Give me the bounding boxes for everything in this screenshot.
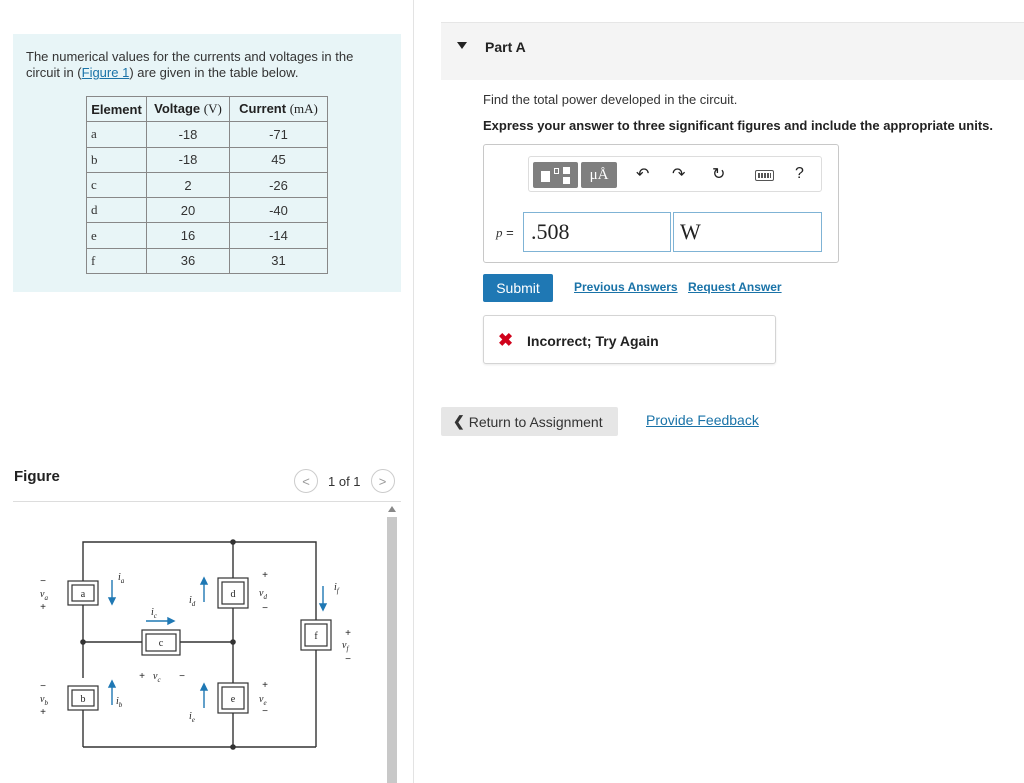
voltage-vc-label: $v_c$ (153, 671, 161, 684)
math-toolbar (528, 156, 822, 192)
table-row (87, 223, 328, 248)
units-button[interactable]: μÅ (581, 162, 617, 188)
instruction-text: Express your answer to three significant figures and include the appropriate units. (483, 118, 993, 133)
cell-current: 45 (230, 147, 328, 172)
polarity-f-minus: − (345, 654, 351, 665)
polarity-d-plus: + (262, 570, 268, 581)
cell-element: c (87, 172, 147, 197)
values-table (86, 96, 328, 274)
help-icon[interactable]: ? (795, 165, 804, 182)
element-b-label: b (80, 694, 86, 705)
reset-icon[interactable]: ↻ (712, 166, 726, 183)
header-current-unit: (mA) (289, 101, 318, 117)
cell-voltage: 16 (147, 223, 230, 248)
element-boxes (68, 578, 331, 713)
polarity-f-plus: + (345, 628, 351, 639)
cell-voltage: 20 (147, 198, 230, 223)
table-row (87, 198, 328, 223)
question-text: Find the total power developed in the circuit. (483, 92, 738, 107)
table-row (87, 248, 328, 273)
answer-equals: = (502, 225, 514, 240)
request-answer-link[interactable]: Request Answer (688, 280, 782, 294)
polarity-e-minus: − (262, 706, 268, 717)
feedback-message (483, 315, 776, 364)
current-ia-label: $i_a$ (118, 572, 125, 585)
previous-answers-link[interactable]: Previous Answers (574, 280, 678, 294)
keyboard-icon[interactable] (755, 170, 774, 181)
incorrect-icon: ✖ (498, 330, 514, 350)
problem-text-end: ) are given in the table below. (129, 65, 299, 80)
provide-feedback-link[interactable]: Provide Feedback (646, 412, 759, 428)
figure-count: 1 of 1 (328, 473, 361, 489)
return-to-assignment-button[interactable] (441, 407, 618, 436)
cell-current: -40 (230, 198, 328, 223)
polarity-c-plus: + (139, 671, 145, 682)
answer-variable: p (496, 225, 503, 240)
table-row (87, 147, 328, 172)
figure-divider (13, 501, 401, 502)
collapse-caret-icon[interactable] (457, 42, 467, 49)
cell-element: a (87, 122, 147, 147)
current-id-label: $i_d$ (189, 595, 196, 608)
voltage-ve-label: $v_e$ (259, 694, 267, 707)
current-ic-label: $i_c$ (151, 607, 157, 620)
current-if-label: $i_f$ (334, 582, 339, 595)
element-c-label: c (158, 638, 164, 649)
cell-element: f (87, 248, 147, 273)
current-ie-label: $i_e$ (189, 711, 195, 724)
polarity-c-minus: − (179, 671, 185, 682)
feedback-text: Incorrect; Try Again (527, 333, 659, 349)
return-label: Return to Assignment (468, 413, 603, 430)
element-d-label: d (230, 589, 236, 600)
templates-button[interactable] (533, 162, 578, 188)
undo-icon[interactable]: ↶ (636, 166, 650, 183)
cell-voltage: 2 (147, 172, 230, 197)
prev-figure-button[interactable]: < (294, 469, 318, 493)
table-row (87, 172, 328, 197)
voltage-vb-label: $v_b$ (40, 694, 48, 707)
redo-icon[interactable]: ↷ (672, 166, 686, 183)
cell-current: -71 (230, 122, 328, 147)
header-voltage-label: Voltage (154, 101, 201, 117)
voltage-va-label: $v_a$ (40, 589, 48, 602)
column-divider (413, 0, 414, 783)
scroll-thumb[interactable] (387, 517, 397, 783)
voltage-vd-label: $v_d$ (259, 588, 267, 601)
cell-voltage: -18 (147, 122, 230, 147)
problem-text-start: The numerical values for the currents and voltages in the circuit in ( (26, 49, 354, 80)
table-row (87, 122, 328, 147)
header-current-label: Current (239, 101, 287, 117)
polarity-a-plus: + (40, 602, 46, 613)
chevron-left-icon: ❮ (453, 413, 465, 429)
voltage-vf-label: $v_f$ (342, 640, 349, 653)
submit-button[interactable]: Submit (483, 274, 553, 302)
table-header-row (87, 97, 328, 122)
polarity-b-minus: − (40, 681, 46, 692)
cell-current: -26 (230, 172, 328, 197)
part-title: Part A (485, 39, 526, 55)
figure-heading: Figure (14, 468, 60, 485)
unit-input[interactable]: W (673, 212, 822, 252)
header-voltage-unit: (V) (203, 101, 222, 117)
current-ib-label: $i_b$ (116, 696, 123, 709)
figure-scrollbar[interactable] (385, 503, 399, 783)
cell-current: 31 (230, 248, 328, 273)
figure-link[interactable]: Figure 1 (81, 65, 130, 80)
problem-statement (13, 34, 401, 292)
cell-voltage: 36 (147, 248, 230, 273)
part-a-header[interactable] (441, 22, 1024, 80)
element-e-label: e (230, 694, 236, 705)
element-f-label: f (314, 631, 318, 642)
polarity-e-plus: + (262, 680, 268, 691)
header-voltage (147, 97, 230, 122)
figure-pager (294, 469, 395, 493)
value-input[interactable]: .508 (523, 212, 671, 252)
element-a-label: a (80, 589, 86, 600)
header-current (230, 97, 328, 122)
cell-element: e (87, 223, 147, 248)
polarity-b-plus: + (40, 707, 46, 718)
cell-element: b (87, 147, 147, 172)
circuit-diagram (30, 520, 380, 755)
problem-text (26, 49, 386, 81)
answer-box (483, 144, 839, 263)
header-element: Element (87, 97, 147, 122)
cell-voltage: -18 (147, 147, 230, 172)
scroll-up-icon[interactable] (388, 506, 396, 512)
polarity-a-minus: − (40, 576, 46, 587)
polarity-d-minus: − (262, 603, 268, 614)
next-figure-button[interactable]: > (371, 469, 395, 493)
cell-current: -14 (230, 223, 328, 248)
cell-element: d (87, 198, 147, 223)
answer-label (496, 225, 514, 241)
